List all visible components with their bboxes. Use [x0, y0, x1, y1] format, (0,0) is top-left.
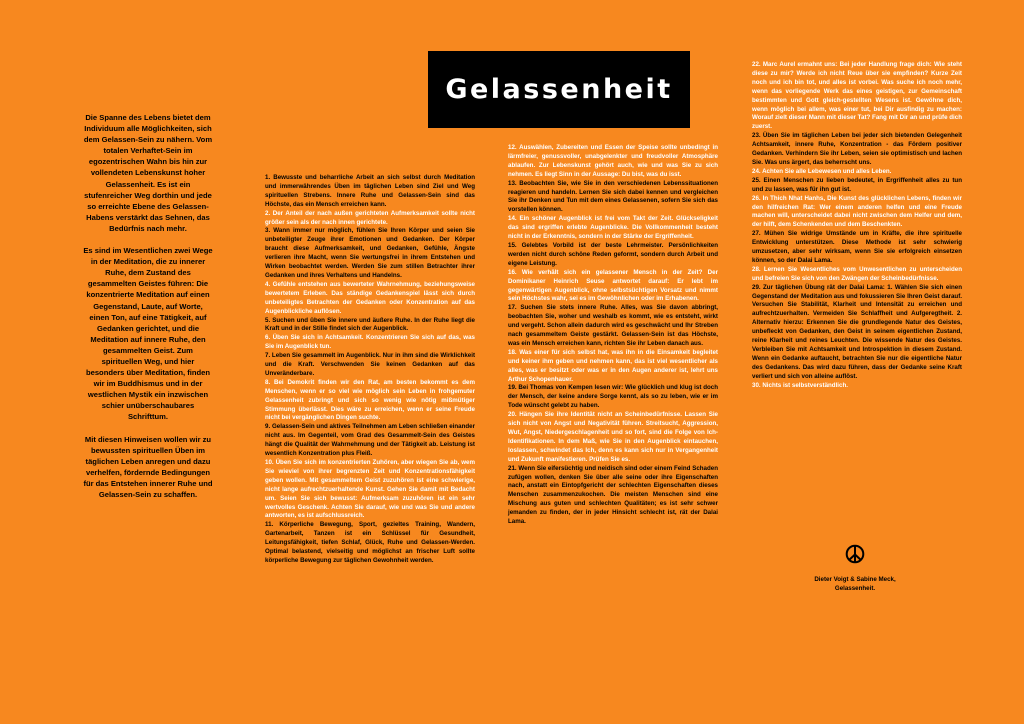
- paragraph-item: 21. Wenn Sie eifersüchtig und neidisch sind oder einem Feind Schaden zufügen wollen, denken Sie über alle seine oder ihre Eigenschaften nach, anstatt ein Eintopfgericht der schlechten Eigenschaften dieses Menschen zusammenzukochen. Die meisten Menschen sind eine Mischung aus guten und schlechten Qualitäten; es ist sehr schwer jemanden zu finden, der in jeder Hinsicht schlecht ist, rät der Dalai Lama.: [508, 464, 718, 526]
- paragraph-item: 26. In Thich Nhat Hanhs, Die Kunst des glücklichen Lebens, finden wir den hilfreichen Rat: Wer einem anderen helfen und eine Freude machen will, unterscheidet dabei nicht zwischen dem Helfer und dem, der hilft, dem Schenkenden und dem Beschenkten.: [752, 194, 962, 229]
- column-3: [752, 61, 962, 391]
- paragraph-item: 1. Bewusste und beharrliche Arbeit an sich selbst durch Meditation und immerwährendes Üben im täglichen Leben sind Ziel und Weg spirituellen Strebens. Innere Ruhe und Gelassen-Sein sind das Höchste, das ein Mensch erreichen kann.: [265, 174, 475, 208]
- paragraph-item: 22. Marc Aurel ermahnt uns: Bei jeder Handlung frage dich: Wie steht diese zu mir? Werde ich nicht Reue über sie empfinden? Kurze Zeit noch und ich bin tot, und alles ist vorbei. Was suche ich noch mehr, wenn das vorliegende Werk das eines geistigen, zur Gemeinschaft bestimmten und Gott gleich-gestellten Wesens ist. Gewöhne dich, wenn möglich bei allem, was einer tut, bei Dir ausfindig zu machen: Worauf zielt dieser Mann mit dieser Tat? Fang mit Dir an und prüfe dich zuerst.: [752, 61, 962, 131]
- paragraph-item: 24. Achten Sie alle Lebewesen und alles Leben.: [752, 167, 892, 175]
- intro-paragraph: Die Spanne des Lebens bietet dem Individuum alle Möglichkeiten, sich dem Gelassen-Sein zu nähern. Vom totalen Verhaftet-Sein im egozentrischen Wahn bis hin zur vollendeten Lebenskunst hoher Gelassenheit. Es ist ein stufenreicher Weg dorthin und jede so erreichte Ebene des Gelassen-Habens verstärkt das Sehnen, das Bedürfnis nach mehr.: [83, 113, 213, 233]
- column-2: [508, 144, 718, 527]
- paragraph-item: 17. Suchen Sie stets innere Ruhe. Alles, was Sie davon abbringt, beobachten Sie, woher und weshalb es kommt, wie es entsteht, wirkt und vergeht. Schon allein dadurch wird es geschwächt und Ihr Streben nach gesammeltem Geiste gestärkt. Gelassen-Sein ist das Höchste, was ein Mensch erreichen kann, richten Sie ihr Leben danach aus.: [508, 304, 718, 347]
- paragraph-item: 11. Körperliche Bewegung, Sport, gezieltes Training, Wandern, Gartenarbeit, Tanzen ist ein Schlüssel für Gesundheit, Leitungsfähigkeit, tiefen Schlaf, Glück, Ruhe und Gelassen-Werden. Optimal belastend, vielseitig und möglichst an frischer Luft sollte körperliche Bewegung zur täglichen Gewohnheit werden.: [265, 521, 475, 564]
- paragraph-item: 3. Wann immer nur möglich, fühlen Sie Ihren Körper und seien Sie unbeteiligter Zeuge ihrer Emotionen und Gedanken. Der Körper braucht diese Aufmerksamkeit, und Gedanken, Gefühle, Ängste verlieren ihre Macht, wenn Sie wertungsfrei in ihrem Entstehen und Wirken beobachtet werden. Werden Sie zum stillen Betrachter ihrer Gedanken und ihres Verhaltens und Handelns.: [265, 227, 475, 279]
- column-1: [265, 174, 475, 566]
- paragraph-item: 18. Was einer für sich selbst hat, was ihn in die Einsamkeit begleitet und keiner ihm geben und nehmen kann, das ist viel wesentlicher als alles, was er besitzt oder was er in den Augen anderer ist, lehrt uns Arthur Schopenhauer.: [508, 348, 718, 383]
- signature-authors: Dieter Voigt & Sabine Meck,: [814, 576, 896, 583]
- paragraph-item: 30. Nichts ist selbstverständlich.: [752, 381, 848, 389]
- signature-title: Gelassenheit.: [834, 584, 876, 592]
- paragraph-item: 27. Mühen Sie widrige Umstände um in Kräfte, die ihre spirituelle Entwicklung unterstützen. Diese Methode ist sehr schwierig umzusetzen, aber sehr wirksam, wenn Sie sie erfolgreich einsetzen können, so der Dalai Lama.: [752, 230, 962, 264]
- paragraph-item: 9. Gelassen-Sein und aktives Teilnehmen am Leben schließen einander nicht aus. Im Gegenteil, vom Grad des Gesammelt-Sein des Geistes hängt die Qualität der Wahrnehmung und der Tätigkeit ab. Leistung ist wesentlich Konzentration plus Fleiß.: [265, 423, 475, 458]
- paragraph-item: 23. Üben Sie im täglichen Leben bei jeder sich bietenden Gelegenheit Achtsamkeit, innere Ruhe, Konzentration - das Fördern positiver Gedanken. Verhindern Sie ihr Leben, seien sie optimistisch und lachen Sie. Was uns ärgert, das beherrscht uns.: [752, 132, 962, 166]
- title-box: [428, 51, 690, 128]
- intro-paragraph: Mit diesen Hinweisen wollen wir zu bewussten spirituellen Üben im täglichen Leben anregen und dazu verhelfen, fördernde Bedingungen für das Entstehen innerer Ruhe und Gelassen-Sein zu schaffen.: [83, 434, 213, 499]
- page-title: Gelassenheit: [445, 74, 673, 105]
- paragraph-item: 13. Beobachten Sie, wie Sie in den verschiedenen Lebenssituationen reagieren und handeln. Lernen Sie sich dabei kennen und vergleichen Sie ihr Denken und Tun mit dem eines Gelassenen, sofern Sie sich das vorstellen können.: [508, 179, 718, 214]
- intro-paragraph: Es sind im Wesentlichen zwei Wege in der Meditation, die zu innerer Ruhe, dem Zustand des gesammelten Geistes führen: Die konzentrierte Meditation auf einen Gegenstand, Laute, auf Worte, einen Ton, auf eine Tätigkeit, auf Gedanken gerichtet, und die Meditation auf innere Ruhe, den gesammelten Geist. Zum spirituellen Weg, und hier besonders über Meditation, finden wir im Buddhismus und in der westlichen Mystik ein inzwischen schier unüberschaubares Schrifttum.: [83, 246, 213, 422]
- peace-icon: [845, 544, 865, 564]
- paragraph-item: 4. Gefühle entstehen aus bewerteter Wahrnehmung, beziehungsweise bewertetem Erleben. Das ständige Gedankenspiel lässt sich durch unbeteiligtes Betrachten der Gedanken oder Konzentration auf das Augenblickliche auflösen.: [265, 280, 475, 315]
- paragraph-item: 6. Üben Sie sich in Achtsamkeit. Konzentrieren Sie sich auf das, was Sie im Augenblick tun.: [265, 334, 475, 351]
- paragraph-item: 12. Auswählen, Zubereiten und Essen der Speise sollte unbedingt in lärmfreier, genussvoller, unabgelenkter und freudvoller Atmosphäre ablaufen. Zur Lebenskunst gehört auch, wie und was Sie zu sich nehmen. Es liegt Sinn in der Aussage: Du bist, was du isst.: [508, 144, 718, 178]
- paragraph-item: 20. Hängen Sie ihre Identität nicht an Scheinbedürfnisse. Lassen Sie sich nicht von Angst und Negativität führen. Streitsucht, Aggression, Wut, Angst, Niedergeschlagenheit und so fort, sind die Folge von Ich-Identifikationen. In dem Maß, wie Sie in den Augenblick eintauchen, loslassen, schwindet das Ich, denn es kann sich nur in Vergangenheit und Zukunft manifestieren. Prüfen Sie es.: [508, 411, 718, 463]
- paragraph-item: 2. Der Anteil der nach außen gerichteten Aufmerksamkeit sollte nicht größer sein als der nach innen gerichtete.: [265, 209, 475, 226]
- paragraph-item: 14. Ein schöner Augenblick ist frei vom Takt der Zeit. Glückseligkeit das sind ergriffen erlebte Augenblicke. Die Vollkommenheit besteht nicht in der Erkenntnis, sondern in der Stärke der Ergriffenheit.: [508, 215, 718, 241]
- paragraph-item: 19. Bei Thomas von Kempen lesen wir: Wie glücklich und klug ist doch der Mensch, der keine andere Sorge kennt, als so zu leben, wie er im Tode wünscht gelebt zu haben.: [508, 384, 718, 410]
- paragraph-item: 15. Gelebtes Vorbild ist der beste Lehrmeister. Persönlichkeiten werden nicht durch schöne Reden geformt, sondern durch Arbeit und eigene Leistung.: [508, 241, 718, 267]
- signature: [790, 576, 920, 594]
- paragraph-item: 5. Suchen und üben Sie innere und äußere Ruhe. In der Ruhe liegt die Kraft und in der Stille findet sich der Augenblick.: [265, 316, 475, 333]
- paragraph-item: 7. Leben Sie gesammelt im Augenblick. Nur in ihm sind die Wirklichkeit und die Kraft. Verschwenden Sie keinen Gedanken auf das Unveränderbare.: [265, 352, 475, 377]
- paragraph-item: 8. Bei Demokrit finden wir den Rat, am besten bekommt es dem Menschen, wenn er so viel wie möglich sein Leben in frohgemuter Gelassenheit zubringt und sich so wenig wie nötig mißmütiger Stimmung überlässt. Dies wäre zu erreichen, wenn er seine Freude nicht bei vergänglichen Dingen suchte.: [265, 378, 475, 422]
- paragraph-item: 28. Lernen Sie Wesentliches vom Unwesentlichen zu unterscheiden und befreien Sie sich von den Zwängen der Scheinbedürfnisse.: [752, 265, 962, 282]
- paragraph-item: 16. Wie verhält sich ein gelassener Mensch in der Zeit? Der Dominikaner Heinrich Seuse antwortet darauf: Er lebt im gegenwärtigen Augenblick, ohne selbstsüchtigen Vorsatz und nimmt sein Höchstes wahr, sei es im Gewöhnlichen oder im Erhabenen.: [508, 268, 718, 303]
- intro-column: [83, 112, 213, 511]
- paragraph-item: 10. Üben Sie sich im konzentrierten Zuhören, aber wiegen Sie ab, wem Sie wieviel von ihrer begrenzten Zeit und Konzentrationsfähigkeit geben wollen. Mit gesammeltem Geist zuzuhören ist eine schwierige, nicht lange aufrechtzuerhaltende Kunst. Gehen Sie damit mit Bedacht um. Seien Sie sich bewusst: Aufmerksam zuzuhören ist ein sehr wertvolles Geschenk. Achten Sie darauf, wie und was Sie und andere antworten, es ist aufschlussreich.: [265, 459, 475, 520]
- paragraph-item: 25. Einen Menschen zu lieben bedeutet, in Ergriffenheit alles zu tun und zu lassen, was für ihn gut ist.: [752, 176, 962, 193]
- paragraph-item: 29. Zur täglichen Übung rät der Dalai Lama: 1. Wählen Sie sich einen Gegenstand der Meditation aus und fokussieren Sie Ihren Geist darauf. Versuchen Sie Stabilität, Klarheit und Intensität zu erreichen und aufrechtzuerhalten. Vermeiden Sie Schlaffheit und Aufgeregtheit. 2. Alternativ hierzu: Erkennen Sie die grundlegende Natur des Geistes, unbefleckt von Gedanken, den Geist in seinem eigentlichen Zustand, reine Klarheit und reines Leuchten. Die wissende Natur des Geistes. Verbleiben Sie mit Achtsamkeit und Introspektion in diesem Zustand. Wenn ein Gedanke auftaucht, betrachten Sie nur die eigentliche Natur des Gedankens. Das wird dazu führen, dass der Gedanke seine Kraft verliert und sich von alleine auflöst.: [752, 283, 962, 380]
